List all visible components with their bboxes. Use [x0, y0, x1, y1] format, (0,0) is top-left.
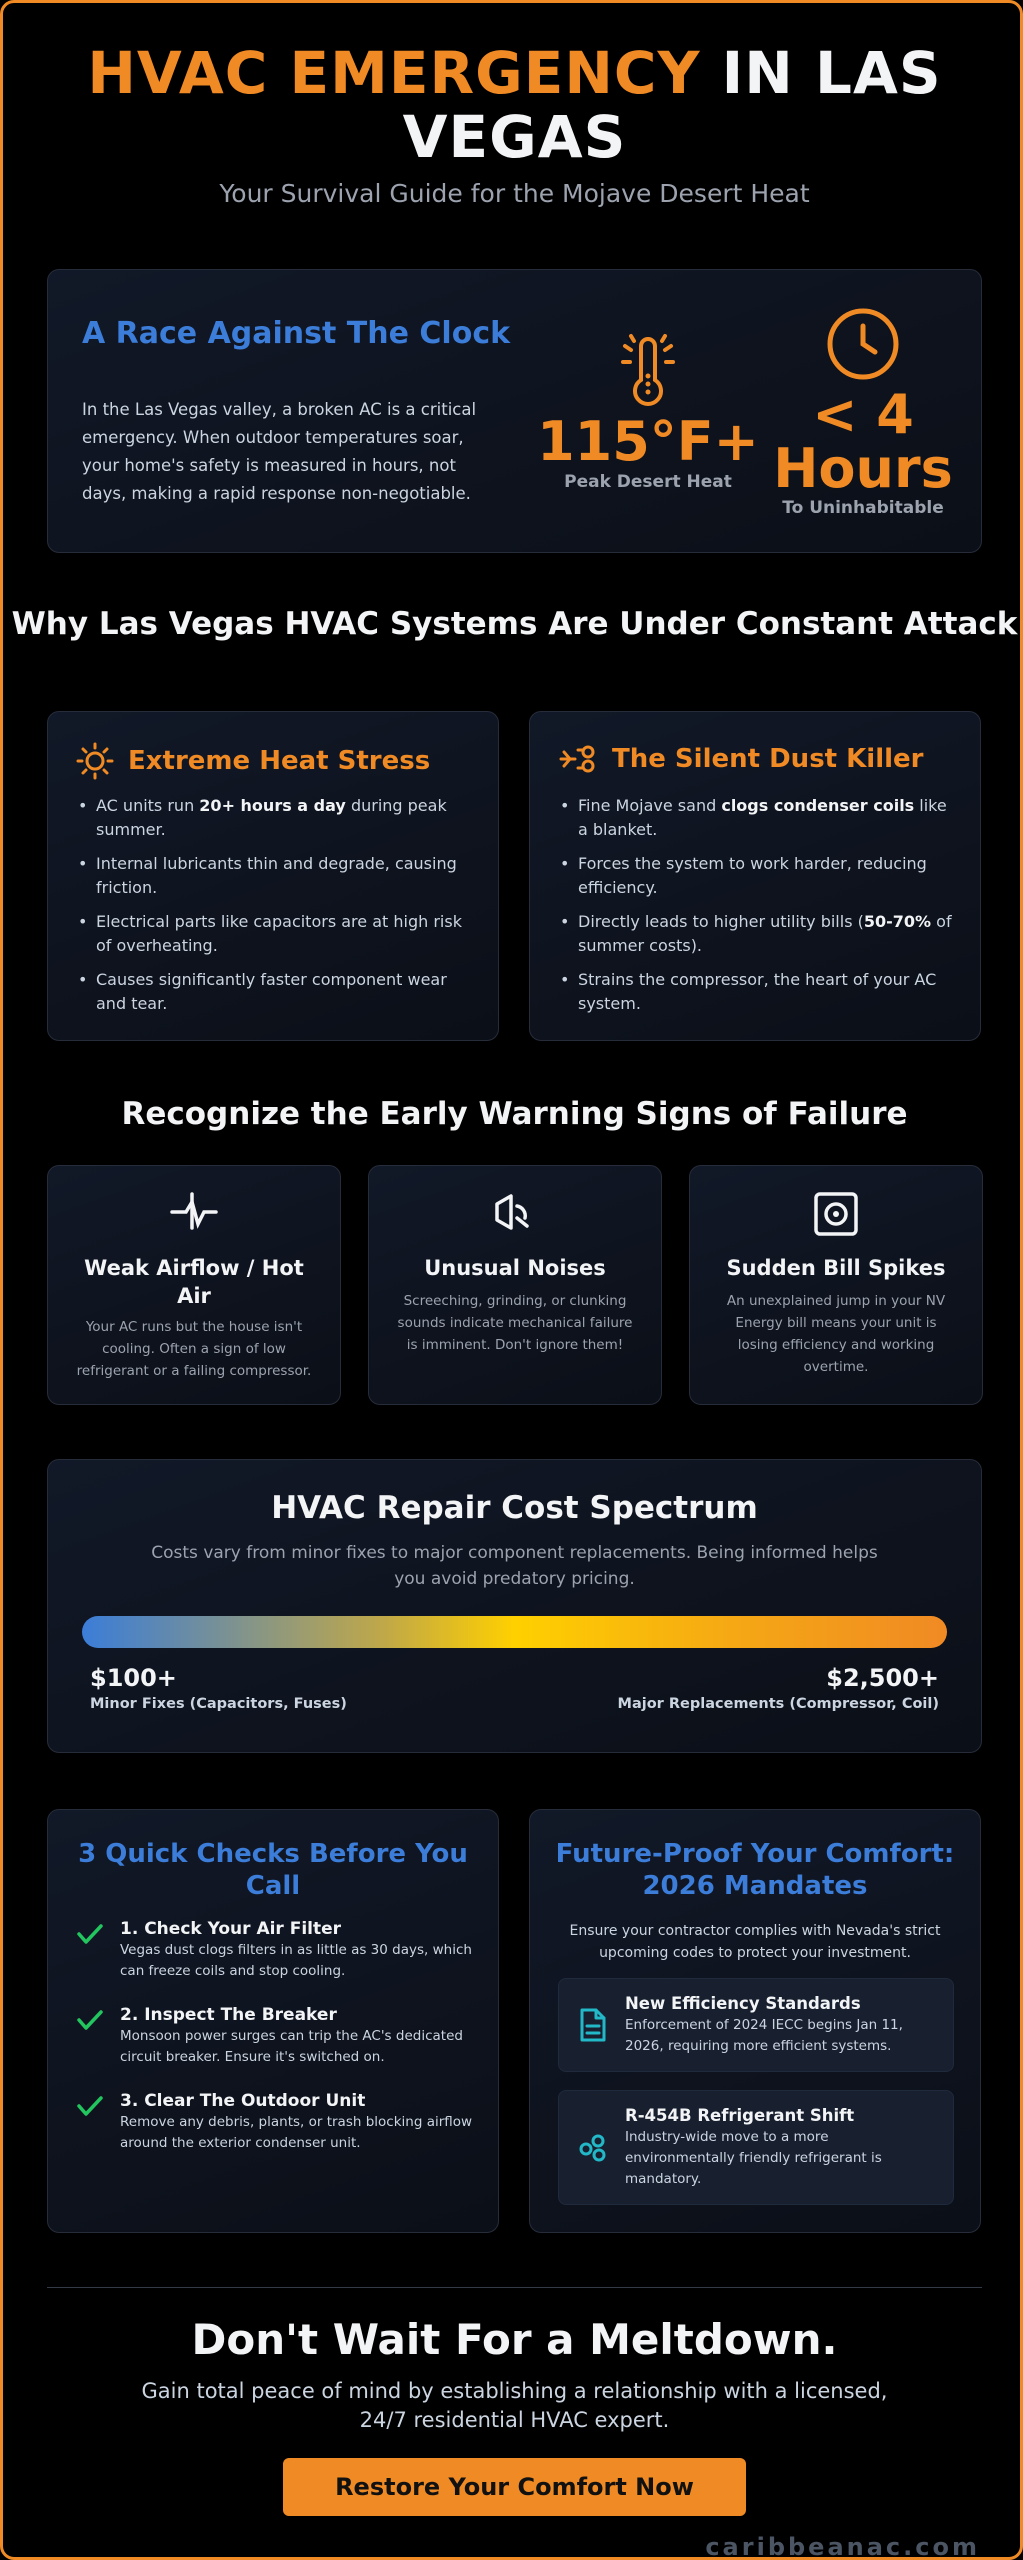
check-text: Vegas dust clogs filters in as little as 30 days, which can freeze coils and stop cooling. — [120, 1942, 472, 1979]
molecule-icon — [578, 2133, 608, 2163]
cost-min — [90, 1664, 347, 1712]
airflow-icon — [170, 1192, 218, 1232]
bullet-item: • Causes significantly faster component wear and tear. — [76, 968, 476, 1016]
warning-title-airflow: Weak Airflow / Hot Air — [84, 1256, 304, 1308]
cost-max-label: Major Replacements (Compressor, Coil) — [617, 1696, 939, 1712]
bullet-item: • Forces the system to work harder, reducing efficiency. — [558, 852, 958, 900]
future-proof-subtitle: Ensure your contractor complies with Nevada's strict upcoming codes to protect your investment. — [569, 1923, 941, 1961]
cost-spectrum-card — [47, 1459, 982, 1753]
check-title: 2. Inspect The Breaker — [120, 2005, 337, 2025]
mandate-title: R-454B Refrigerant Shift — [625, 2106, 855, 2125]
mandate-item — [558, 2090, 954, 2205]
check-title: 1. Check Your Air Filter — [120, 1919, 342, 1939]
dust-killer-title: The Silent Dust Killer — [612, 744, 924, 774]
bullet-emphasis: 20+ hours a day — [199, 796, 346, 815]
bullet-item: • Strains the compressor, the heart of your AC system. — [558, 968, 958, 1016]
warning-title: Recognize the Early Warning Signs of Failure — [121, 1096, 908, 1132]
noise-icon — [491, 1192, 539, 1232]
cost-max — [618, 1664, 939, 1712]
check-item — [76, 1918, 476, 1982]
header — [3, 41, 1023, 208]
race-card — [47, 269, 982, 553]
warning-card-noises — [368, 1165, 662, 1405]
warning-text-noises: Screeching, grinding, or clunking sounds indicate mechanical failure is imminent. Don't ignore them! — [397, 1293, 633, 1353]
peak-heat-stat — [528, 332, 768, 492]
future-proof-card — [529, 1809, 981, 2233]
bullet-emphasis: 50-70% — [863, 912, 932, 931]
future-proof-title: Future-Proof Your Comfort: 2026 Mandates — [555, 1839, 955, 1901]
warning-title-bills: Sudden Bill Spikes — [726, 1256, 946, 1280]
bullet-emphasis: clogs condenser coils — [721, 796, 915, 815]
race-heading: A Race Against The Clock — [82, 316, 511, 351]
check-title: 3. Clear The Outdoor Unit — [120, 2091, 366, 2111]
cta-text: Gain total peace of mind by establishing a relationship with a licensed, 24/7 residential HVAC expert. — [141, 2379, 888, 2432]
document-icon — [579, 2007, 607, 2043]
mandate-title: New Efficiency Standards — [625, 1994, 861, 2013]
page-subtitle: Your Survival Guide for the Mojave Desert Heat — [219, 179, 810, 208]
check-item — [76, 2004, 476, 2068]
mandate-text: Industry-wide move to a more environmentally friendly refrigerant is mandatory. — [625, 2129, 882, 2187]
cost-gradient-bar — [82, 1616, 947, 1648]
warning-card-airflow — [47, 1165, 341, 1405]
checkmark-icon — [76, 2008, 104, 2032]
cta-title: Don't Wait For a Meltdown. — [191, 2315, 838, 2364]
cost-max-value: $2,500+ — [826, 1664, 939, 1692]
checkmark-icon — [76, 1922, 104, 1946]
divider — [47, 2287, 982, 2288]
uninhabitable-stat — [748, 306, 978, 518]
page-title — [3, 41, 1023, 169]
bullet-item: • AC units run 20+ hours a day during peak summer. — [76, 794, 476, 842]
wind-icon — [558, 742, 598, 776]
cost-min-value: $100+ — [90, 1664, 177, 1692]
sun-icon — [76, 742, 114, 780]
mandate-item — [558, 1978, 954, 2072]
quick-checks-title: 3 Quick Checks Before You Call — [78, 1839, 468, 1901]
heat-stress-card — [47, 711, 499, 1041]
cost-title: HVAC Repair Cost Spectrum — [271, 1490, 758, 1526]
why-title: Why Las Vegas HVAC Systems Are Under Constant Attack — [11, 606, 1018, 642]
bullet-item: • Internal lubricants thin and degrade, causing friction. — [76, 852, 476, 900]
clock-icon — [825, 306, 901, 382]
uninhabitable-value: < 4 Hours — [773, 383, 953, 500]
bullet-item: • Electrical parts like capacitors are at high risk of overheating. — [76, 910, 476, 958]
mandate-text: Enforcement of 2024 IECC begins Jan 11, 2026, requiring more efficient systems. — [625, 2017, 903, 2054]
dust-killer-card — [529, 711, 981, 1041]
watermark-logo: caribbeanac.com — [705, 2533, 980, 2560]
heat-stress-list — [76, 794, 476, 1026]
check-item — [76, 2090, 476, 2154]
heat-stress-title: Extreme Heat Stress — [128, 746, 431, 776]
peak-heat-value: 115°F+ — [537, 410, 759, 473]
warning-text-bills: An unexplained jump in your NV Energy bill means your unit is losing efficiency and working overtime. — [726, 1293, 946, 1375]
meter-icon — [812, 1192, 860, 1236]
bullet-item: • Directly leads to higher utility bills (50-70% of summer costs). — [558, 910, 958, 958]
warning-text-airflow: Your AC runs but the house isn't cooling. Often a sign of low refrigerant or a failing compressor. — [76, 1319, 312, 1379]
title-highlight: HVAC EMERGENCY — [87, 39, 701, 107]
check-text: Remove any debris, plants, or trash blocking airflow around the exterior condenser unit. — [120, 2114, 473, 2151]
dust-killer-list — [558, 794, 958, 1026]
bullet-item: • Fine Mojave sand clogs condenser coils like a blanket. — [558, 794, 958, 842]
cost-subtitle: Costs vary from minor fixes to major component replacements. Being informed helps you avoid predatory pricing. — [151, 1543, 878, 1589]
uninhabitable-label: To Uninhabitable — [782, 498, 944, 518]
thermometer-icon — [617, 332, 679, 414]
title-rest: IN LAS VEGAS — [402, 39, 942, 171]
checkmark-icon — [76, 2094, 104, 2118]
warning-title-noises: Unusual Noises — [424, 1256, 606, 1280]
cost-min-label: Minor Fixes (Capacitors, Fuses) — [90, 1696, 347, 1712]
quick-checks-card — [47, 1809, 499, 2233]
race-text: In the Las Vegas valley, a broken AC is a critical emergency. When outdoor temperatures soar, your home's safety is measured in hours, not days, making a rapid response non-negotiable. — [82, 400, 477, 503]
peak-heat-label: Peak Desert Heat — [564, 472, 732, 492]
restore-comfort-button[interactable]: Restore Your Comfort Now — [283, 2458, 746, 2516]
check-text: Monsoon power surges can trip the AC's dedicated circuit breaker. Ensure it's switched on. — [120, 2028, 463, 2065]
warning-card-bills — [689, 1165, 983, 1405]
